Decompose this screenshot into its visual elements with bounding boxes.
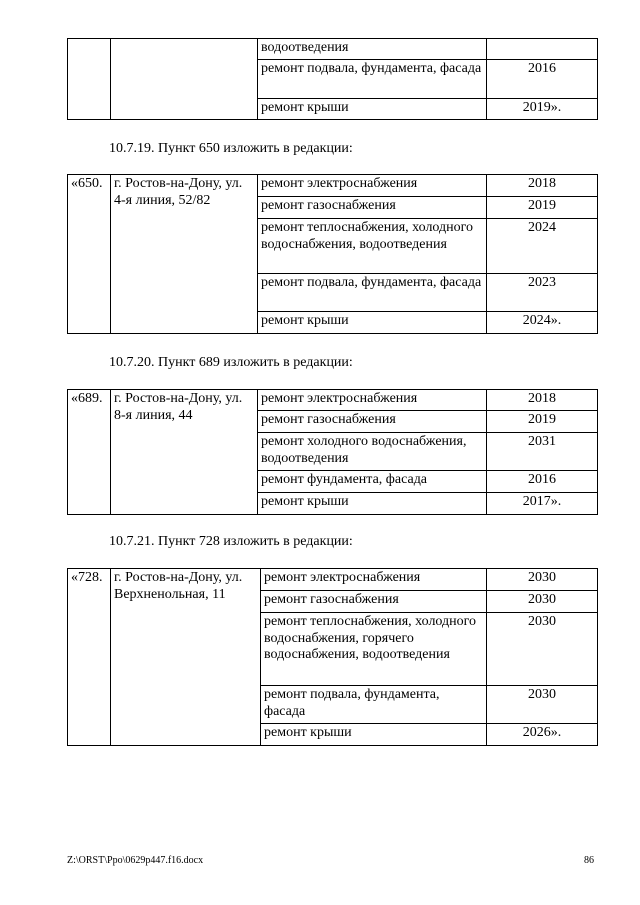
cell-work: ремонт крыши [258, 99, 487, 120]
table-item-728 [67, 568, 598, 746]
cell-work: ремонт фундамента, фасада [258, 471, 487, 493]
cell-year: 2030 [487, 613, 598, 686]
cell-year: 2024 [487, 219, 598, 274]
table-row [68, 39, 598, 60]
cell-year: 2019 [487, 411, 598, 433]
paragraph-item-689: 10.7.20. Пункт 689 изложить в редакции: [109, 355, 353, 370]
cell-number: «689. [68, 390, 111, 515]
cell-work: водоотведения [258, 39, 487, 60]
paragraph-item-650: 10.7.19. Пункт 650 изложить в редакции: [109, 141, 353, 156]
cell-work: ремонт подвала, фундамента, фасада [258, 60, 487, 99]
table-row [68, 175, 598, 197]
cell-year: 2018 [487, 390, 598, 411]
cell-number [68, 39, 111, 120]
table-row [68, 569, 598, 591]
paragraph-item-728: 10.7.21. Пункт 728 изложить в редакции: [109, 534, 353, 549]
cell-year: 2031 [487, 433, 598, 471]
cell-work: ремонт крыши [261, 724, 487, 746]
cell-work: ремонт подвала, фундамента, фасада [261, 686, 487, 724]
cell-work: ремонт электроснабжения [261, 569, 487, 591]
cell-work: ремонт электроснабжения [258, 175, 487, 197]
cell-address [111, 39, 258, 120]
cell-work: ремонт холодного водоснабжения, водоотведения [258, 433, 487, 471]
cell-work: ремонт теплоснабжения, холодного водоснабжения, водоотведения [258, 219, 487, 274]
cell-year: 2030 [487, 686, 598, 724]
cell-work: ремонт теплоснабжения, холодного водоснабжения, горячего водоснабжения, водоотведения [261, 613, 487, 686]
footer-page-number: 86 [584, 855, 594, 866]
table-row [68, 390, 598, 411]
cell-year: 2023 [487, 274, 598, 312]
cell-year: 2016 [487, 471, 598, 493]
cell-work: ремонт газоснабжения [258, 411, 487, 433]
cell-year: 2018 [487, 175, 598, 197]
cell-year: 2019 [487, 197, 598, 219]
cell-year: 2030 [487, 591, 598, 613]
cell-work: ремонт подвала, фундамента, фасада [258, 274, 487, 312]
cell-address: г. Ростов-на-Дону, ул. Верхненольная, 11 [111, 569, 261, 746]
cell-year: 2030 [487, 569, 598, 591]
cell-work: ремонт крыши [258, 312, 487, 334]
cell-year: 2024». [487, 312, 598, 334]
cell-work: ремонт газоснабжения [258, 197, 487, 219]
cell-work: ремонт электроснабжения [258, 390, 487, 411]
cell-year: 2017». [487, 493, 598, 515]
cell-address: г. Ростов-на-Дону, ул. 8-я линия, 44 [111, 390, 258, 515]
cell-year: 2026». [487, 724, 598, 746]
table-continuation [67, 38, 598, 120]
cell-work: ремонт газоснабжения [261, 591, 487, 613]
table-item-689 [67, 389, 598, 515]
cell-year: 2016 [487, 60, 598, 99]
cell-address: г. Ростов-на-Дону, ул. 4-я линия, 52/82 [111, 175, 258, 334]
table-item-650 [67, 174, 598, 334]
cell-number: «728. [68, 569, 111, 746]
cell-year [487, 39, 598, 60]
footer-file-path: Z:\ORST\Ppo\0629p447.f16.docx [67, 855, 204, 866]
cell-work: ремонт крыши [258, 493, 487, 515]
cell-number: «650. [68, 175, 111, 334]
cell-year: 2019». [487, 99, 598, 120]
